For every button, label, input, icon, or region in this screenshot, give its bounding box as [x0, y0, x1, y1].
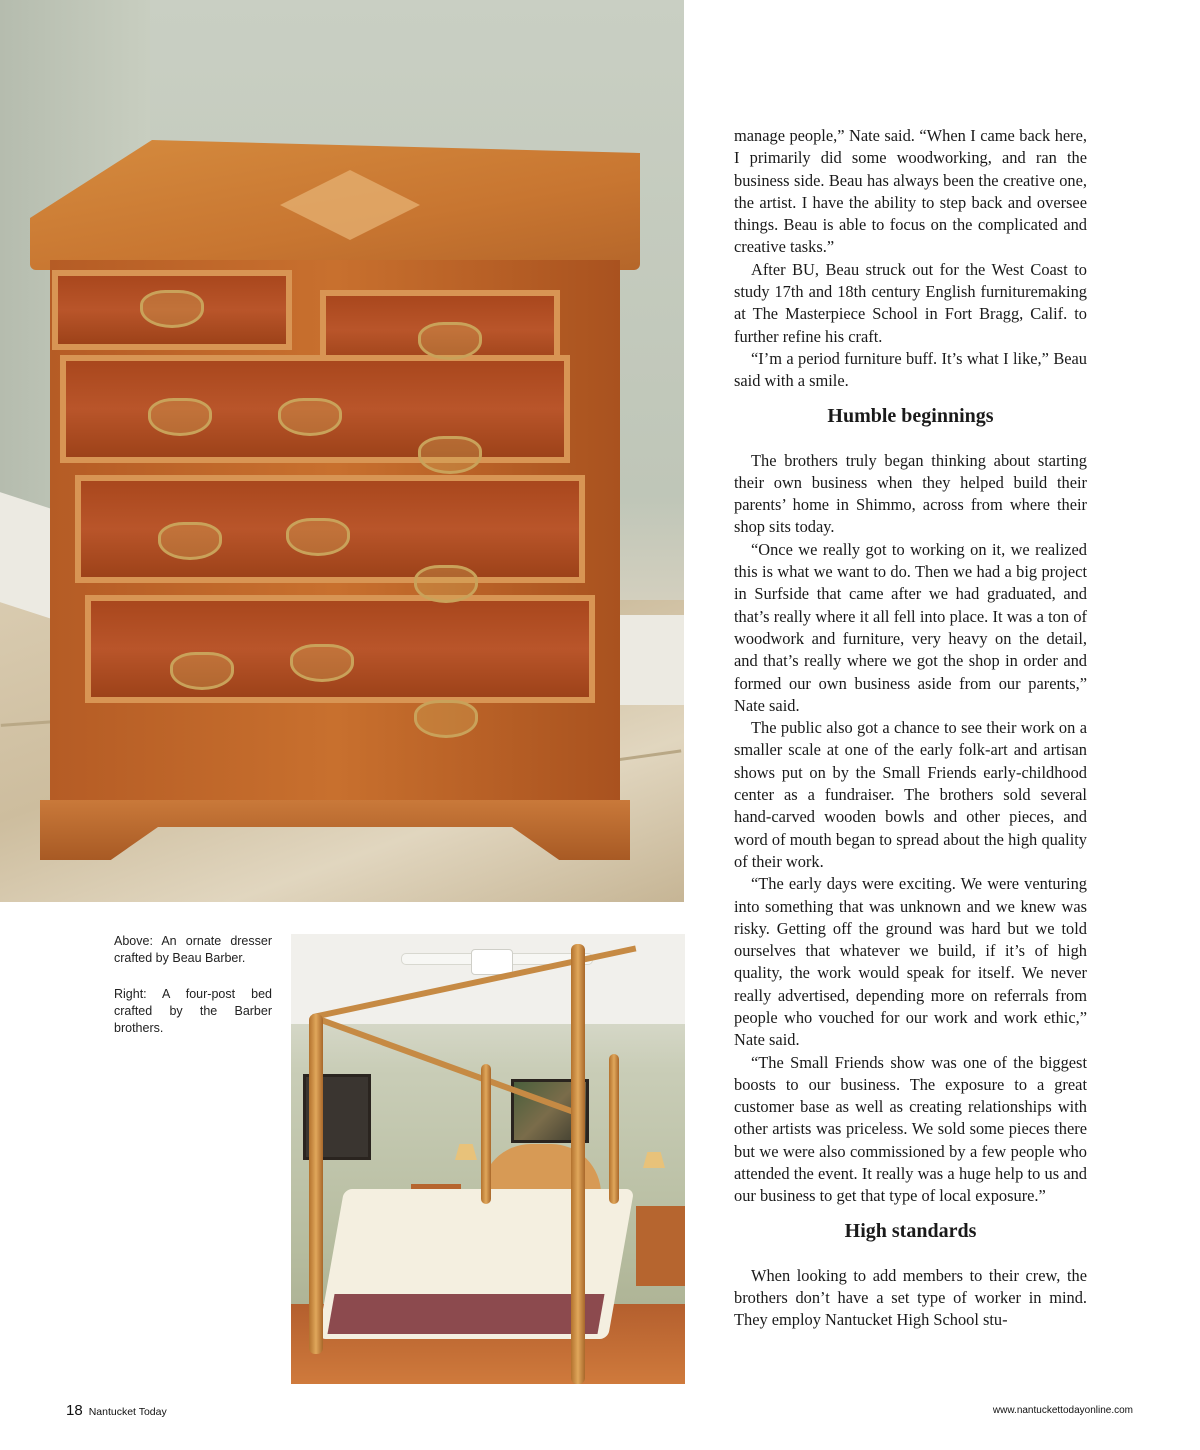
bed-photo	[291, 934, 685, 1384]
section-heading: Humble beginnings	[827, 404, 994, 427]
article-paragraph: The brothers truly began thinking about starting their own business when they helped build their parents’ home in Shimmo, across from where their shop sits today.	[734, 450, 1087, 537]
publication-url: www.nantuckettodayonline.com	[992, 1405, 1133, 1416]
article-paragraph: When looking to add members to their crew, the brothers don’t have a set type of worker in mind. They employ Nantucket High School stu-	[734, 1265, 1087, 1330]
article-paragraph: After BU, Beau struck out for the West Coast to study 17th and 18th century English furnituremaking at The Masterpiece School in Fort Bragg, Calif. to further refine his craft.	[734, 259, 1087, 346]
article-paragraph: “Once we really got to working on it, we realized this is what we want to do. Then we had a big project in Surfside that came after we had graduated, and that’s really where it all fell into place. It was a ton of woodwork and furniture, very heavy on the detail, and that’s really where we got the shop in order and formed our own business aside from our parents,” Nate said.	[734, 539, 1087, 715]
article-paragraph: “The Small Friends show was one of the biggest boosts to our business. The exposure to a great customer base as well as creating relationships with other artists was priceless. We sold some pieces there but we were also commissioned by a few people who attended the event. It really was a huge help to us and our business to get that type of local exposure.”	[734, 1052, 1087, 1206]
article-paragraph: “I’m a period furniture buff. It’s what I like,” Beau said with a smile.	[734, 348, 1087, 391]
article-paragraph: “The early days were exciting. We were venturing into something that was unknown and we knew was risky. Getting off the ground was hard but we told ourselves that whatever we build, if it’s of high quality, the work would speak for itself. We never really advertised, depending more on referrals from people who vouched for our work and work ethic,” Nate said.	[734, 874, 1087, 1050]
caption-bed: Right: A four-post bed crafted by the Barber brothers.	[114, 987, 272, 1035]
page-number: 18	[66, 1402, 83, 1419]
article-paragraph: The public also got a chance to see their work on a smaller scale at one of the early folk-art and artisan shows put on by the Small Friends early-childhood center as a fundraiser. The brothers sold several hand-carved wooden bowls and other pieces, and word of mouth began to spread about the high quality of their work.	[734, 718, 1087, 871]
article-column	[734, 125, 1087, 1332]
article-paragraph: manage people,” Nate said. “When I came back here, I primarily did some woodworking, and ran the business side. Beau has always been the creative one, the artist. I have the ability to step back and oversee things. Beau is able to focus on the complicated and creative tasks.”	[734, 126, 1087, 257]
section-heading: High standards	[844, 1219, 977, 1242]
publication-name: Nantucket Today	[88, 1406, 167, 1418]
caption-dresser: Above: An ornate dresser crafted by Beau Barber.	[114, 934, 272, 965]
dresser-illustration	[30, 140, 640, 875]
page-footer-left	[66, 1402, 167, 1419]
dresser-photo	[0, 0, 684, 902]
